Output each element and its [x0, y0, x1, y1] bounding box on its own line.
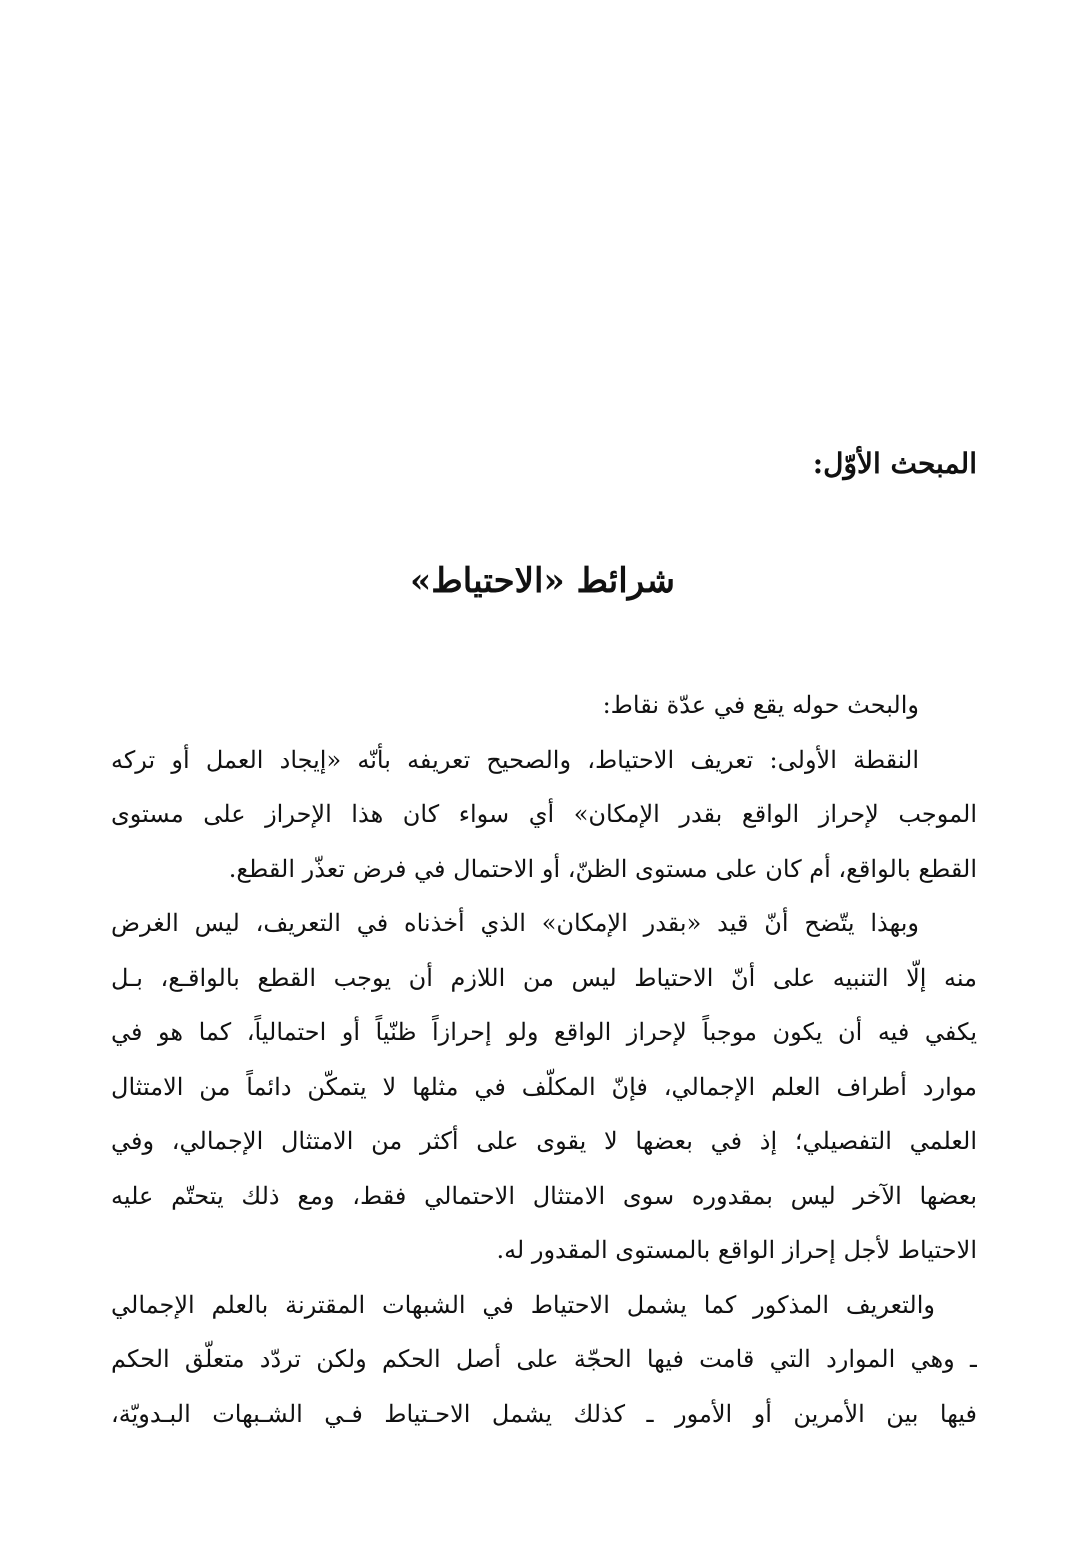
text-line: منه إلّا التنبيه على أنّ الاحتياط ليس من اللازم أن يوجب القطع بالواقـع، بـل [111, 963, 977, 992]
text-line: موارد أطراف العلم الإجمالي، فإنّ المكلّف في مثلها لا يتمكّن دائماً من الامتثال [111, 1072, 977, 1101]
text-line: فيها بين الأمرين أو الأمور ـ كذلك يشمل الاحـتياط فـي الشـبهات البـدويّة، [111, 1399, 977, 1428]
text-line: يكفي فيه أن يكون موجباً لإحراز الواقع ولو إحرازاً ظنّياً أو احتمالياً، كما هو في [111, 1018, 977, 1046]
text-line: القطع بالواقع، أم كان على مستوى الظنّ، أو الاحتمال في فرض تعذّر القطع. [228, 854, 977, 883]
text-line: والتعريف المذكور كما يشمل الاحتياط في الشبهات المقترنة بالعلم الإجمالي [111, 1290, 935, 1319]
text-line: ـ وهي الموارد التي قامت فيها الحجّة على أصل الحكم ولكن تردّد متعلّق الحكم [111, 1345, 977, 1373]
text-line: الاحتياط لأجل إحراز الواقع بالمستوى المقدور له. [496, 1236, 977, 1264]
section-label: المبحث الأوّل: [812, 447, 977, 480]
text-line: النقطة الأولى: تعريف الاحتياط، والصحيح تعريفه بأنّه «إيجاد العمل أو تركه [111, 745, 919, 774]
text-line: الموجب لإحراز الواقع بقدر الإمكان» أي سواء كان هذا الإحراز على مستوى [111, 800, 977, 828]
chapter-title: شرائط «الاحتياط» [410, 561, 675, 601]
text-line: العلمي التفصيلي؛ إذ في بعضها لا يقوى على أكثر من الامتثال الإجمالي، وفي [111, 1127, 977, 1155]
text-line: بعضها الآخر ليس بمقدوره سوى الامتثال الاحتمالي فقط، ومع ذلك يتحتّم عليه [111, 1181, 977, 1210]
text-line: وبهذا يتّضح أنّ قيد «بقدر الإمكان» الذي أخذناه في التعريف، ليس الغرض [111, 909, 919, 937]
text-line: والبحث حوله يقع في عدّة نقاط: [602, 691, 919, 719]
body-text [111, 678, 977, 1441]
